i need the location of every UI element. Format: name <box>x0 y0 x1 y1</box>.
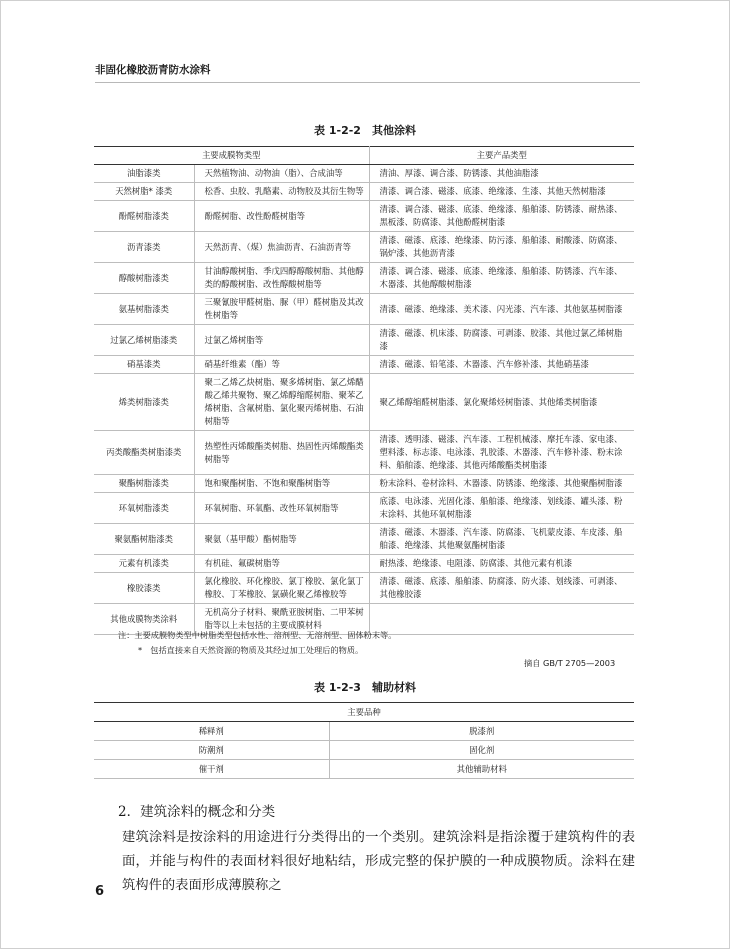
table-row <box>94 431 634 475</box>
table-row <box>94 201 634 232</box>
table-row <box>94 374 634 431</box>
table-cell: 固化剂 <box>329 741 634 760</box>
table-row <box>94 722 634 741</box>
table-cell: 橡胶漆类 <box>94 573 194 604</box>
table-cell: 饱和聚酯树脂、不饱和聚酯树脂等 <box>194 475 369 493</box>
table-cell: 硝基纤维素（酯）等 <box>194 356 369 374</box>
table-cell: 天然植物油、动物油（脂）、合成油等 <box>194 165 369 183</box>
table-cell: 清漆、透明漆、磁漆、汽车漆、工程机械漆、摩托车漆、家电漆、塑料漆、标志漆、电泳漆、乳胶漆、木器漆、汽车修补漆、粉末涂料、船舶漆、绝缘漆、其他丙烯酸酯类树脂漆 <box>369 431 634 475</box>
table-cell: 清漆、磁漆、底漆、船舶漆、防腐漆、防火漆、划线漆、可剥漆、其他橡胶漆 <box>369 573 634 604</box>
table-cell: 烯类树脂漆类 <box>94 374 194 431</box>
table-cell: 底漆、电泳漆、光固化漆、船舶漆、绝缘漆、划线漆、罐头漆、粉末涂料、其他环氧树脂漆 <box>369 493 634 524</box>
table-note: * 包括直接来自天然资源的物质及其经过加工处理后的物质。 <box>138 645 364 655</box>
table-cell: 热塑性丙烯酸酯类树脂、热固性丙烯酸酯类树脂等 <box>194 431 369 475</box>
table-cell: 酚醛树脂漆类 <box>94 201 194 232</box>
table-cell: 聚二乙烯乙炔树脂、聚多烯树脂、氯乙烯醋酸乙烯共聚物、聚乙烯醇缩醛树脂、聚苯乙烯树脂、含氟树脂、氯化聚丙烯树脂、石油树脂等 <box>194 374 369 431</box>
table-row <box>94 555 634 573</box>
table-cell: 硝基漆类 <box>94 356 194 374</box>
table-cell: 丙类酸酯类树脂漆类 <box>94 431 194 475</box>
table-cell: 聚氨（基甲酸）酯树脂等 <box>194 524 369 555</box>
table-cell: 氯化橡胶、环化橡胶、氯丁橡胶、氯化氯丁橡胶、丁苯橡胶、氯磺化聚乙烯橡胶等 <box>194 573 369 604</box>
table-cell: 清漆、磁漆、绝缘漆、美术漆、闪光漆、汽车漆、其他氨基树脂漆 <box>369 294 634 325</box>
table-row <box>94 524 634 555</box>
body-paragraph <box>95 826 635 898</box>
table-caption: 表 1-2-2 其他涂料 <box>314 124 416 137</box>
table-cell: 三聚氰胺甲醛树脂、脲（甲）醛树脂及其改性树脂等 <box>194 294 369 325</box>
table-header-row <box>94 147 634 165</box>
table-row <box>94 263 634 294</box>
table-cell: 稀释剂 <box>94 722 329 741</box>
table-cell: 沥青漆类 <box>94 232 194 263</box>
table-cell: 环氧树脂、环氧酯、改性环氧树脂等 <box>194 493 369 524</box>
table-cell: 清漆、磁漆、底漆、绝缘漆、防污漆、船舶漆、耐酸漆、防腐漆、锅炉漆、其他沥青漆 <box>369 232 634 263</box>
table-row <box>94 232 634 263</box>
table-cell: 天然沥青、（煤）焦油沥青、石油沥青等 <box>194 232 369 263</box>
table-cell: 酚醛树脂、改性酚醛树脂等 <box>194 201 369 232</box>
table-cell: 聚乙烯醇缩醛树脂漆、氯化聚烯烃树脂漆、其他烯类树脂漆 <box>369 374 634 431</box>
table-cell: 醇酸树脂漆类 <box>94 263 194 294</box>
table-cell: 清漆、调合漆、磁漆、底漆、绝缘漆、船舶漆、防锈漆、汽车漆、木器漆、其他醇酸树脂漆 <box>369 263 634 294</box>
table-cell: 催干剂 <box>94 760 329 779</box>
table-cell: 耐热漆、绝缘漆、电阻漆、防腐漆、其他元素有机漆 <box>369 555 634 573</box>
table-cell: 有机硅、氟碳树脂等 <box>194 555 369 573</box>
table-row <box>94 493 634 524</box>
table-cell: 清漆、调合漆、磁漆、底漆、绝缘漆、生漆、其他天然树脂漆 <box>369 183 634 201</box>
table-cell: 甘油醇酸树脂、季戊四醇醇酸树脂、其他醇类的醇酸树脂、改性醇酸树脂等 <box>194 263 369 294</box>
table-row <box>94 475 634 493</box>
table-cell: 油脂漆类 <box>94 165 194 183</box>
header-rule <box>95 82 640 83</box>
table-row <box>94 741 634 760</box>
column-header: 主要品种 <box>94 703 634 722</box>
column-header: 主要产品类型 <box>369 147 634 165</box>
table-cell: 环氧树脂漆类 <box>94 493 194 524</box>
table-caption: 表 1-2-3 辅助材料 <box>314 681 416 694</box>
table-cell: 氨基树脂漆类 <box>94 294 194 325</box>
table-cell: 松香、虫胶、乳酪素、动物胶及其衍生物等 <box>194 183 369 201</box>
table-row <box>94 760 634 779</box>
column-header: 主要成膜物类型 <box>94 147 369 165</box>
table-note: 注：主要成膜物类型中树脂类型包括水性、溶剂型、无溶剂型、固体粉末等。 <box>118 630 397 640</box>
table-cell: 防潮剂 <box>94 741 329 760</box>
table-cell: 粉末涂料、卷材涂料、木器漆、防锈漆、绝缘漆、其他聚酯树脂漆 <box>369 475 634 493</box>
table-notes <box>118 628 396 658</box>
table-cell: 脱漆剂 <box>329 722 634 741</box>
paragraph-text: 建筑涂料是按涂料的用途进行分类得出的一个类别。建筑涂料是指涂覆于建筑构件的表面，并能与构件的表面材料很好地粘结，形成完整的保护膜的一种成膜物质。涂料在建筑构件的表面形成薄膜称之 <box>122 830 635 893</box>
section-heading: 2．建筑涂料的概念和分类 <box>118 804 276 820</box>
page-number: 6 <box>95 884 105 899</box>
table-cell: 其他辅助材料 <box>329 760 634 779</box>
table-source: 摘自 GB/T 2705—2003 <box>524 658 616 668</box>
running-header: 非固化橡胶沥青防水涂料 <box>95 64 211 76</box>
table-cell: 清漆、磁漆、木器漆、汽车漆、防腐漆、飞机蒙皮漆、车皮漆、船舶漆、绝缘漆、其他聚氨酯树脂漆 <box>369 524 634 555</box>
table-cell: 过氯乙烯树脂等 <box>194 325 369 356</box>
table-row <box>94 356 634 374</box>
table-cell: 清漆、磁漆、铅笔漆、木器漆、汽车修补漆、其他硝基漆 <box>369 356 634 374</box>
table-row <box>94 294 634 325</box>
table-cell: 清油、厚漆、调合漆、防锈漆、其他油脂漆 <box>369 165 634 183</box>
table-header-row <box>94 703 634 722</box>
coatings-table <box>94 146 634 635</box>
table-row <box>94 183 634 201</box>
table-cell <box>369 604 634 635</box>
table-cell: 清漆、调合漆、磁漆、底漆、绝缘漆、船舶漆、防锈漆、耐热漆、黑板漆、防腐漆、其他酚醛树脂漆 <box>369 201 634 232</box>
table-cell: 其他成膜物类涂料 <box>94 604 194 635</box>
auxiliary-materials-table <box>94 702 634 779</box>
table-cell: 过氯乙烯树脂漆类 <box>94 325 194 356</box>
table-row <box>94 573 634 604</box>
table-cell: 天然树脂* 漆类 <box>94 183 194 201</box>
table-cell: 聚氨酯树脂漆类 <box>94 524 194 555</box>
table-cell: 无机高分子材料、聚酰亚胺树脂、二甲苯树脂等以上未包括的主要成膜材料 <box>194 604 369 635</box>
table-cell: 聚酯树脂漆类 <box>94 475 194 493</box>
table-cell: 元素有机漆类 <box>94 555 194 573</box>
table-cell: 清漆、磁漆、机床漆、防腐漆、可剥漆、胶漆、其他过氯乙烯树脂漆 <box>369 325 634 356</box>
table-row <box>94 165 634 183</box>
table-row <box>94 325 634 356</box>
